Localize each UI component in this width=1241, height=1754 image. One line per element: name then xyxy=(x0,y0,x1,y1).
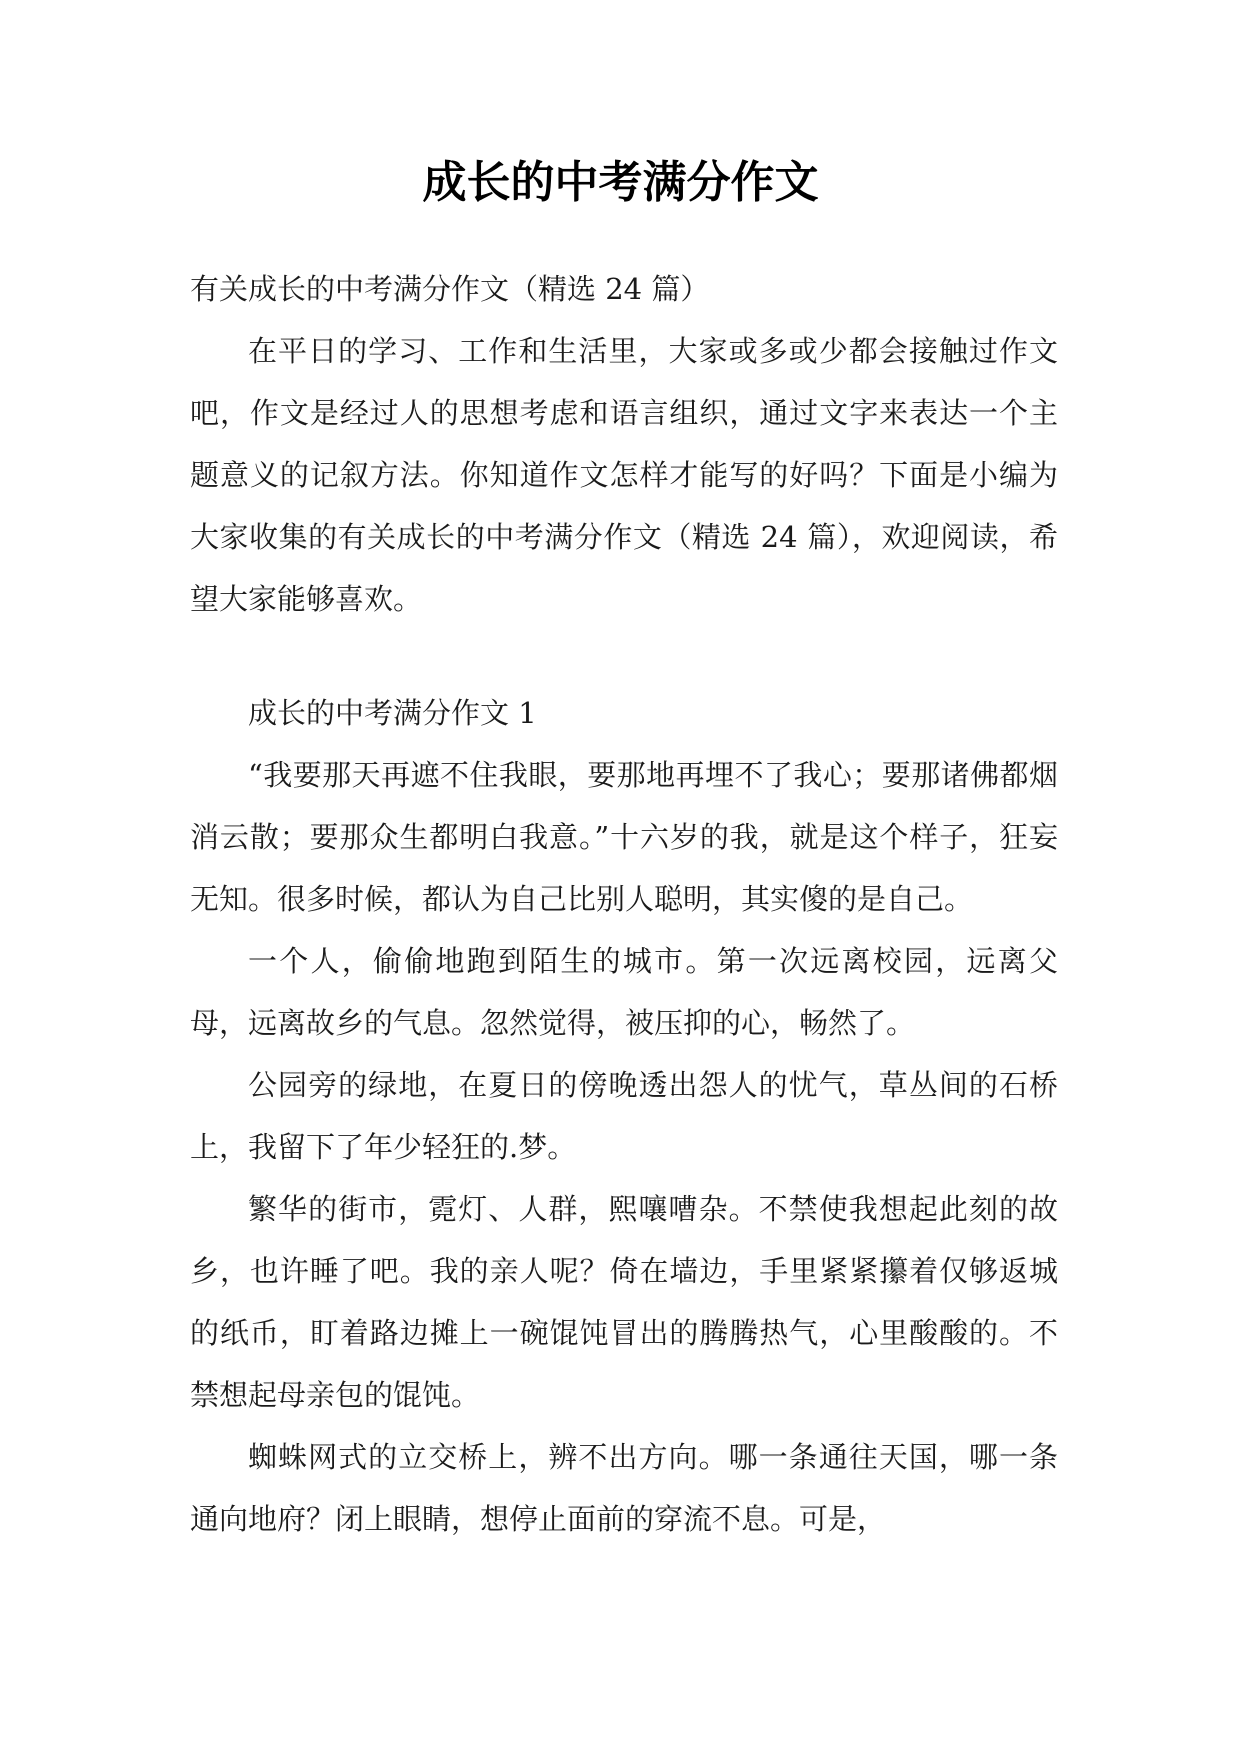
body-paragraph: “我要那天再遮不住我眼，要那地再埋不了我心；要那诸佛都烟消云散；要那众生都明白我意。”十六岁的我，就是这个样子，狂妄无知。很多时候，都认为自己比别人聪明，其实傻的是自己。 xyxy=(190,758,1058,916)
intro-paragraph: 在平日的学习、工作和生活里，大家或多或少都会接触过作文吧，作文是经过人的思想考虑和语言组织，通过文字来表达一个主题意义的记叙方法。你知道作文怎样才能写的好吗？下面是小编为大家收集的有关成长的中考满分作文（精选 24 篇），欢迎阅读，希望大家能够喜欢。 xyxy=(190,334,1058,616)
section-spacer xyxy=(190,630,1058,682)
body-paragraph: 一个人，偷偷地跑到陌生的城市。第一次远离校园，远离父母，远离故乡的气息。忽然觉得，被压抑的心，畅然了。 xyxy=(190,944,1058,1040)
document-title: 成长的中考满分作文 xyxy=(422,157,819,208)
document-subtitle: 有关成长的中考满分作文（精选 24 篇） xyxy=(190,272,710,306)
body-paragraph: 蜘蛛网式的立交桥上，辨不出方向。哪一条通往天国，哪一条通向地府？闭上眼睛，想停止面前的穿流不息。可是， xyxy=(190,1440,1058,1536)
body-paragraph: 繁华的街市，霓灯、人群，熙嚷嘈杂。不禁使我想起此刻的故乡，也许睡了吧。我的亲人呢？倚在墙边，手里紧紧攥着仅够返城的纸币，盯着路边摊上一碗馄饨冒出的腾腾热气，心里酸酸的。不禁想起母亲包的馄饨。 xyxy=(190,1192,1058,1412)
section-heading: 成长的中考满分作文 1 xyxy=(248,696,537,730)
body-paragraph: 公园旁的绿地，在夏日的傍晚透出怨人的忧气，草丛间的石桥上，我留下了年少轻狂的.梦。 xyxy=(190,1068,1058,1164)
document-body xyxy=(190,258,1058,1550)
